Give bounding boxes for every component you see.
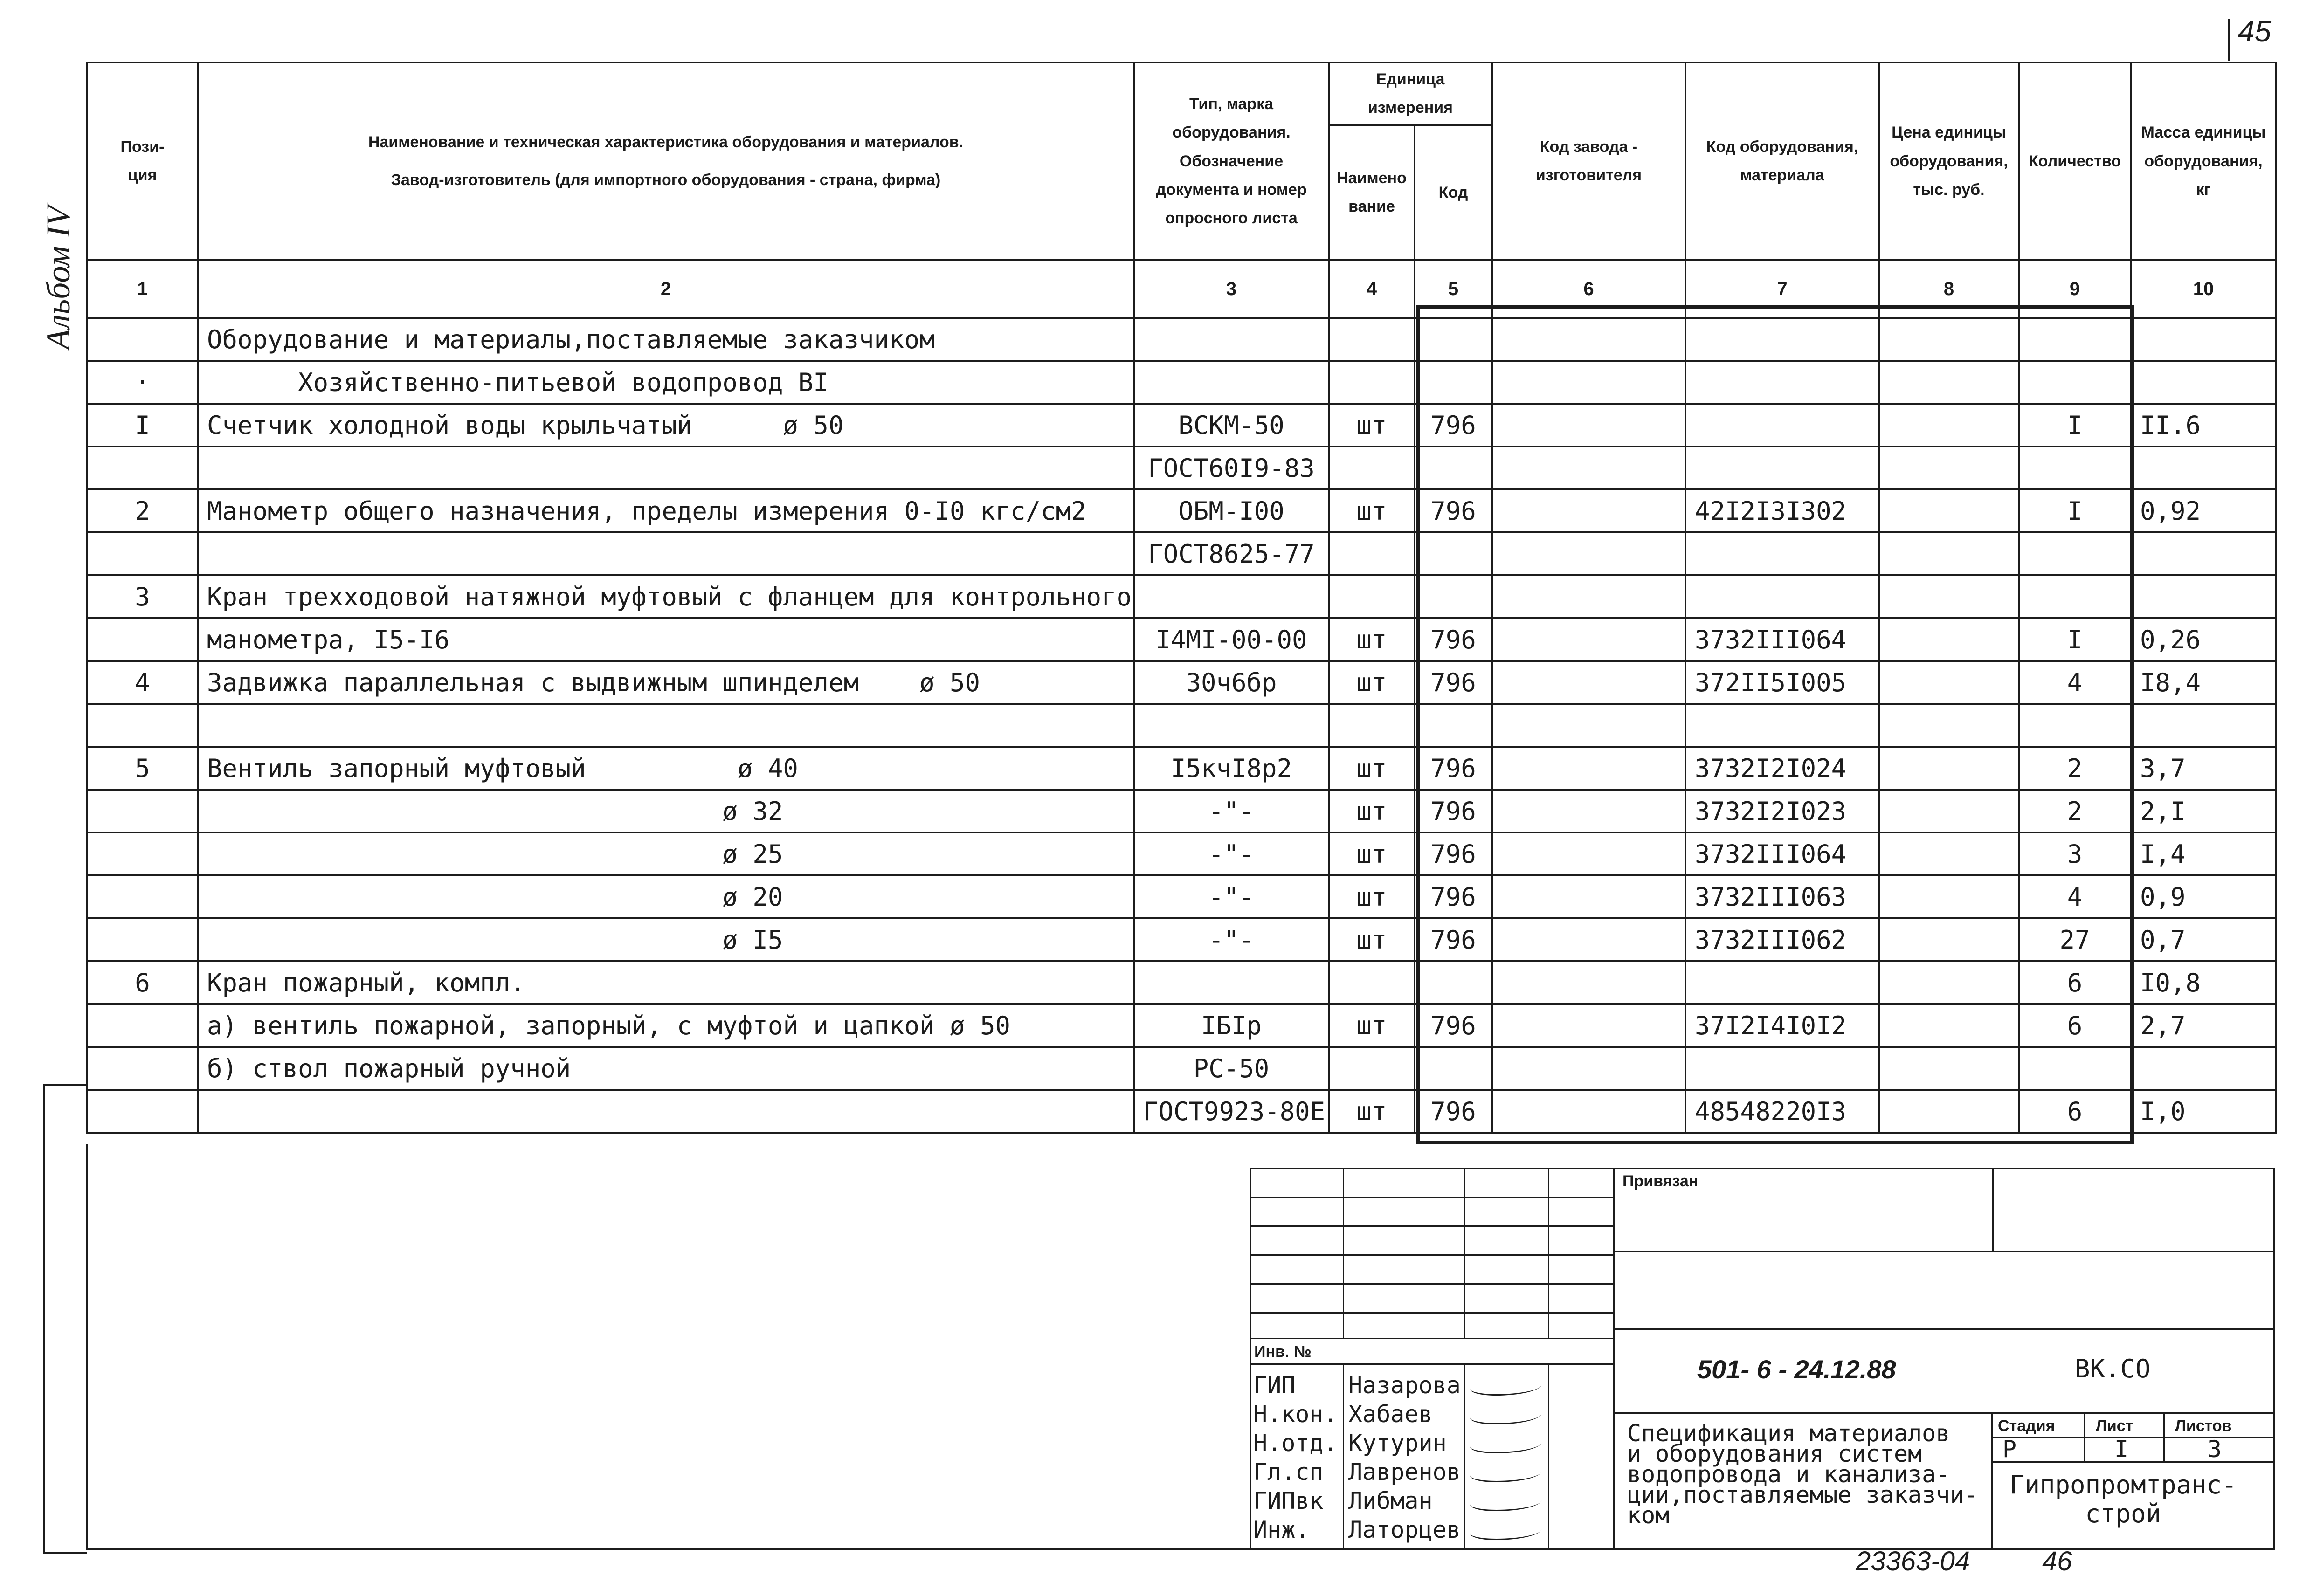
table-row <box>87 532 2276 575</box>
plant-code-cell <box>1492 361 1685 404</box>
table-row <box>87 489 2276 532</box>
equipment-code-cell: 3732III062 <box>1685 918 1879 961</box>
unit-code-cell: 796 <box>1415 489 1492 532</box>
mass-cell: I,0 <box>2131 1090 2276 1133</box>
signature-role: ГИП <box>1253 1372 1296 1399</box>
price-cell <box>1879 832 2019 875</box>
column-number: 10 <box>2131 260 2276 318</box>
unit-cell <box>1329 1047 1415 1090</box>
signature-role: Н.кон. <box>1253 1401 1338 1428</box>
header-type: Тип, марка оборудования. Обозначение документа и номер опросного листа <box>1134 62 1329 260</box>
unit-code-cell: 796 <box>1415 875 1492 918</box>
price-cell <box>1879 489 2019 532</box>
price-cell <box>1879 318 2019 361</box>
type-cell <box>1134 361 1329 404</box>
column-number: 1 <box>87 260 198 318</box>
name-cell: а) вентиль пожарной, запорный, с муфтой и цапкой ø 50 <box>198 1004 1134 1047</box>
quantity-cell: I <box>2019 618 2131 661</box>
unit-code-cell <box>1415 361 1492 404</box>
plant-code-cell <box>1492 318 1685 361</box>
mass-cell: 0,7 <box>2131 918 2276 961</box>
position-cell: 3 <box>87 575 198 618</box>
unit-code-cell: 796 <box>1415 790 1492 832</box>
name-cell <box>198 704 1134 747</box>
price-cell <box>1879 1004 2019 1047</box>
signature-name: Лавренов <box>1348 1458 1461 1486</box>
position-cell <box>87 447 198 489</box>
price-cell <box>1879 790 2019 832</box>
name-cell: Кран трехходовой натяжной муфтовый с фланцем для контрольного <box>198 575 1134 618</box>
name-cell: ø 20 <box>198 875 1134 918</box>
quantity-cell: 6 <box>2019 961 2131 1004</box>
equipment-code-cell: 48548220I3 <box>1685 1090 1879 1133</box>
quantity-cell: 2 <box>2019 790 2131 832</box>
quantity-cell <box>2019 1047 2131 1090</box>
type-cell: ГОСТ9923-80Е <box>1134 1090 1329 1133</box>
type-cell: ВСКМ-50 <box>1134 404 1329 447</box>
equipment-code-cell: 3732I2I023 <box>1685 790 1879 832</box>
unit-cell <box>1329 447 1415 489</box>
document-title-line: ции,поставляемые заказчи- <box>1627 1481 1978 1508</box>
plant-code-cell <box>1492 404 1685 447</box>
sheets-label: Листов <box>2175 1417 2232 1435</box>
mass-cell: I,4 <box>2131 832 2276 875</box>
table-row <box>87 1090 2276 1133</box>
plant-code-cell <box>1492 575 1685 618</box>
price-cell <box>1879 447 2019 489</box>
title-block <box>1250 1168 2275 1550</box>
column-number: 3 <box>1134 260 1329 318</box>
plant-code-cell <box>1492 661 1685 704</box>
unit-cell <box>1329 318 1415 361</box>
table-row <box>87 790 2276 832</box>
type-cell: -"- <box>1134 832 1329 875</box>
type-cell: I4MI-00-00 <box>1134 618 1329 661</box>
position-cell <box>87 704 198 747</box>
plant-code-cell <box>1492 1004 1685 1047</box>
type-cell: -"- <box>1134 875 1329 918</box>
header-position: Пози- ция <box>87 62 198 260</box>
mass-cell <box>2131 318 2276 361</box>
position-cell <box>87 918 198 961</box>
handwritten-signature <box>1468 1465 1544 1482</box>
plant-code-cell <box>1492 447 1685 489</box>
unit-code-cell <box>1415 961 1492 1004</box>
name-cell: Хозяйственно-питьевой водопровод BI <box>198 361 1134 404</box>
quantity-cell: 2 <box>2019 747 2131 790</box>
unit-code-cell <box>1415 1047 1492 1090</box>
mass-cell <box>2131 361 2276 404</box>
handwritten-signature <box>1468 1407 1544 1424</box>
position-cell <box>87 832 198 875</box>
type-cell: ГОСТ8625-77 <box>1134 532 1329 575</box>
type-cell: I5кчI8р2 <box>1134 747 1329 790</box>
unit-code-cell: 796 <box>1415 1004 1492 1047</box>
quantity-cell: 27 <box>2019 918 2131 961</box>
position-cell <box>87 532 198 575</box>
equipment-code-cell <box>1685 447 1879 489</box>
mass-cell: 2,7 <box>2131 1004 2276 1047</box>
quantity-cell <box>2019 575 2131 618</box>
plant-code-cell <box>1492 1090 1685 1133</box>
table-row <box>87 918 2276 961</box>
quantity-cell <box>2019 318 2131 361</box>
document-code: 501- 6 - 24.12.88 <box>1697 1355 1896 1384</box>
table-row <box>87 318 2276 361</box>
price-cell <box>1879 918 2019 961</box>
unit-code-cell: 796 <box>1415 832 1492 875</box>
name-cell <box>198 1090 1134 1133</box>
sheet-label: Лист <box>2096 1417 2133 1435</box>
table-row <box>87 1004 2276 1047</box>
table-row <box>87 404 2276 447</box>
inventory-label: Инв. № <box>1254 1343 1312 1361</box>
album-label: Альбом IV <box>40 206 77 350</box>
footer-code: 23363-04 <box>1856 1546 1970 1576</box>
position-cell <box>87 318 198 361</box>
quantity-cell: I <box>2019 404 2131 447</box>
signature-name: Назарова <box>1348 1372 1461 1399</box>
mass-cell: 0,9 <box>2131 875 2276 918</box>
unit-cell: шт <box>1329 747 1415 790</box>
equipment-code-cell <box>1685 1047 1879 1090</box>
type-cell <box>1134 318 1329 361</box>
mass-cell: 0,26 <box>2131 618 2276 661</box>
table-row <box>87 875 2276 918</box>
unit-code-cell <box>1415 532 1492 575</box>
column-number: 6 <box>1492 260 1685 318</box>
name-cell <box>198 447 1134 489</box>
name-cell <box>198 532 1134 575</box>
equipment-code-cell: 37I2I4I0I2 <box>1685 1004 1879 1047</box>
specification-table <box>86 62 2277 1134</box>
mass-cell: 0,92 <box>2131 489 2276 532</box>
mass-cell: 2,I <box>2131 790 2276 832</box>
table-row <box>87 618 2276 661</box>
mass-cell <box>2131 532 2276 575</box>
plant-code-cell <box>1492 832 1685 875</box>
position-cell: 4 <box>87 661 198 704</box>
table-row <box>87 575 2276 618</box>
quantity-cell <box>2019 704 2131 747</box>
specification-rows <box>87 318 2276 1133</box>
unit-cell: шт <box>1329 1090 1415 1133</box>
header-equipment-code: Код оборудования, материала <box>1685 62 1879 260</box>
plant-code-cell <box>1492 790 1685 832</box>
signature-name: Кутурин <box>1348 1430 1447 1457</box>
unit-cell <box>1329 961 1415 1004</box>
unit-code-cell: 796 <box>1415 747 1492 790</box>
unit-code-cell: 796 <box>1415 404 1492 447</box>
quantity-cell <box>2019 532 2131 575</box>
header-unit-code: Код <box>1415 125 1492 260</box>
name-cell: Кран пожарный, компл. <box>198 961 1134 1004</box>
name-cell: ø 25 <box>198 832 1134 875</box>
quantity-cell <box>2019 447 2131 489</box>
position-cell <box>87 618 198 661</box>
equipment-code-cell <box>1685 961 1879 1004</box>
unit-cell: шт <box>1329 404 1415 447</box>
unit-code-cell <box>1415 704 1492 747</box>
name-cell: б) ствол пожарный ручной <box>198 1047 1134 1090</box>
handwritten-signature <box>1468 1523 1544 1540</box>
table-row <box>87 961 2276 1004</box>
equipment-code-cell <box>1685 704 1879 747</box>
table-row <box>87 832 2276 875</box>
column-number: 7 <box>1685 260 1879 318</box>
organization: Гипропромтранс- строй <box>2009 1470 2237 1528</box>
type-cell: ГОСТ60I9-83 <box>1134 447 1329 489</box>
table-row <box>87 447 2276 489</box>
stage-label: Стадия <box>1998 1417 2055 1435</box>
type-cell: 30ч6бр <box>1134 661 1329 704</box>
unit-code-cell: 796 <box>1415 918 1492 961</box>
unit-code-cell: 796 <box>1415 661 1492 704</box>
frame-left-line <box>86 1144 88 1550</box>
sheets-value: 3 <box>2208 1436 2222 1463</box>
equipment-code-cell <box>1685 575 1879 618</box>
position-cell <box>87 1090 198 1133</box>
document-title-line: и оборудования систем <box>1627 1440 1922 1467</box>
name-cell: Задвижка параллельная с выдвижным шпинделем ø 50 <box>198 661 1134 704</box>
equipment-code-cell: 42I2I3I302 <box>1685 489 1879 532</box>
equipment-code-cell: 372II5I005 <box>1685 661 1879 704</box>
price-cell <box>1879 618 2019 661</box>
position-cell: · <box>87 361 198 404</box>
position-cell: 6 <box>87 961 198 1004</box>
quantity-cell: 6 <box>2019 1004 2131 1047</box>
equipment-code-cell <box>1685 404 1879 447</box>
column-number: 2 <box>198 260 1134 318</box>
equipment-code-cell <box>1685 318 1879 361</box>
equipment-code-cell: 3732III064 <box>1685 618 1879 661</box>
stage-value: Р <box>2002 1436 2017 1463</box>
equipment-code-cell <box>1685 361 1879 404</box>
quantity-cell: 3 <box>2019 832 2131 875</box>
plant-code-cell <box>1492 747 1685 790</box>
name-cell: Манометр общего назначения, пределы измерения 0-I0 кгс/см2 <box>198 489 1134 532</box>
unit-code-cell <box>1415 318 1492 361</box>
header-quantity: Количество <box>2019 62 2131 260</box>
document-title <box>1627 1420 1978 1529</box>
mass-cell: I0,8 <box>2131 961 2276 1004</box>
plant-code-cell <box>1492 875 1685 918</box>
table-row <box>87 661 2276 704</box>
page-number-mark <box>2228 19 2230 61</box>
header-plant-code: Код завода - изготовителя <box>1492 62 1685 260</box>
price-cell <box>1879 704 2019 747</box>
document-mark: ВК.СО <box>2075 1354 2151 1383</box>
unit-code-cell: 796 <box>1415 618 1492 661</box>
document-title-line: ком <box>1627 1502 1670 1529</box>
sheet-value: I <box>2114 1436 2129 1463</box>
name-cell: Счетчик холодной воды крыльчатый ø 50 <box>198 404 1134 447</box>
header-unit-group: Единица измерения <box>1329 62 1492 125</box>
position-cell: I <box>87 404 198 447</box>
type-cell: -"- <box>1134 790 1329 832</box>
unit-cell: шт <box>1329 618 1415 661</box>
unit-cell <box>1329 532 1415 575</box>
price-cell <box>1879 1090 2019 1133</box>
price-cell <box>1879 875 2019 918</box>
plant-code-cell <box>1492 489 1685 532</box>
attached-label: Привязан <box>1623 1172 1699 1190</box>
quantity-cell: 6 <box>2019 1090 2131 1133</box>
unit-cell <box>1329 361 1415 404</box>
unit-cell: шт <box>1329 1004 1415 1047</box>
position-cell <box>87 875 198 918</box>
plant-code-cell <box>1492 918 1685 961</box>
signature-role: Н.отд. <box>1253 1430 1338 1457</box>
quantity-cell: 4 <box>2019 661 2131 704</box>
type-cell <box>1134 704 1329 747</box>
document-title-line: водопровода и канализа- <box>1627 1461 1950 1488</box>
price-cell <box>1879 1047 2019 1090</box>
price-cell <box>1879 961 2019 1004</box>
price-cell <box>1879 575 2019 618</box>
unit-code-cell <box>1415 447 1492 489</box>
signature-name: Либман <box>1348 1487 1433 1514</box>
signature-name: Латорцев <box>1348 1516 1461 1543</box>
column-number: 9 <box>2019 260 2131 318</box>
unit-cell: шт <box>1329 918 1415 961</box>
name-cell: Вентиль запорный муфтовый ø 40 <box>198 747 1134 790</box>
equipment-code-cell: 3732III064 <box>1685 832 1879 875</box>
price-cell <box>1879 747 2019 790</box>
column-number: 8 <box>1879 260 2019 318</box>
position-cell <box>87 790 198 832</box>
plant-code-cell <box>1492 961 1685 1004</box>
signature-role: Гл.сп <box>1253 1458 1324 1486</box>
page-number: 45 <box>2238 14 2272 48</box>
quantity-cell: I <box>2019 489 2131 532</box>
equipment-code-cell: 3732III063 <box>1685 875 1879 918</box>
signature-role: ГИПвк <box>1253 1487 1324 1514</box>
type-cell <box>1134 575 1329 618</box>
unit-cell: шт <box>1329 489 1415 532</box>
unit-cell <box>1329 704 1415 747</box>
binding-strip <box>43 1084 87 1554</box>
plant-code-cell <box>1492 1047 1685 1090</box>
unit-code-cell <box>1415 575 1492 618</box>
handwritten-signature <box>1468 1436 1544 1453</box>
type-cell <box>1134 961 1329 1004</box>
unit-cell: шт <box>1329 875 1415 918</box>
mass-cell <box>2131 575 2276 618</box>
position-cell <box>87 1004 198 1047</box>
quantity-cell <box>2019 361 2131 404</box>
plant-code-cell <box>1492 532 1685 575</box>
name-cell: Оборудование и материалы,поставляемые заказчиком <box>198 318 1134 361</box>
price-cell <box>1879 532 2019 575</box>
header-price: Цена единицы оборудования, тыс. руб. <box>1879 62 2019 260</box>
mass-cell <box>2131 447 2276 489</box>
position-cell: 5 <box>87 747 198 790</box>
type-cell: РС-50 <box>1134 1047 1329 1090</box>
unit-cell <box>1329 575 1415 618</box>
name-cell: ø I5 <box>198 918 1134 961</box>
unit-cell: шт <box>1329 832 1415 875</box>
price-cell <box>1879 361 2019 404</box>
table-row <box>87 704 2276 747</box>
name-cell: манометра, I5-I6 <box>198 618 1134 661</box>
signature-role: Инж. <box>1253 1516 1310 1543</box>
mass-cell: II.6 <box>2131 404 2276 447</box>
plant-code-cell <box>1492 618 1685 661</box>
unit-cell: шт <box>1329 790 1415 832</box>
price-cell <box>1879 661 2019 704</box>
header-mass: Масса единицы оборудования, кг <box>2131 62 2276 260</box>
document-title-line: Спецификация материалов <box>1627 1420 1950 1447</box>
unit-cell: шт <box>1329 661 1415 704</box>
handwritten-signature <box>1468 1494 1544 1511</box>
column-number: 5 <box>1415 260 1492 318</box>
position-cell <box>87 1047 198 1090</box>
header-name: Наименование и техническая характеристика оборудования и материалов. Завод-изготовитель (для импортного оборудования - страна, фирма) <box>198 62 1134 260</box>
position-cell: 2 <box>87 489 198 532</box>
plant-code-cell <box>1492 704 1685 747</box>
type-cell: IБIр <box>1134 1004 1329 1047</box>
mass-cell: 3,7 <box>2131 747 2276 790</box>
type-cell: ОБМ-I00 <box>1134 489 1329 532</box>
footer-page: 46 <box>2042 1546 2072 1576</box>
signature-name: Хабаев <box>1348 1401 1433 1428</box>
mass-cell: I8,4 <box>2131 661 2276 704</box>
price-cell <box>1879 404 2019 447</box>
quantity-cell: 4 <box>2019 875 2131 918</box>
type-cell: -"- <box>1134 918 1329 961</box>
mass-cell <box>2131 1047 2276 1090</box>
mass-cell <box>2131 704 2276 747</box>
name-cell: ø 32 <box>198 790 1134 832</box>
column-number: 4 <box>1329 260 1415 318</box>
unit-code-cell: 796 <box>1415 1090 1492 1133</box>
equipment-code-cell: 3732I2I024 <box>1685 747 1879 790</box>
handwritten-signature <box>1468 1378 1544 1396</box>
table-row <box>87 1047 2276 1090</box>
table-row <box>87 361 2276 404</box>
table-row <box>87 747 2276 790</box>
equipment-code-cell <box>1685 532 1879 575</box>
header-unit-name: Наименование <box>1329 125 1415 260</box>
